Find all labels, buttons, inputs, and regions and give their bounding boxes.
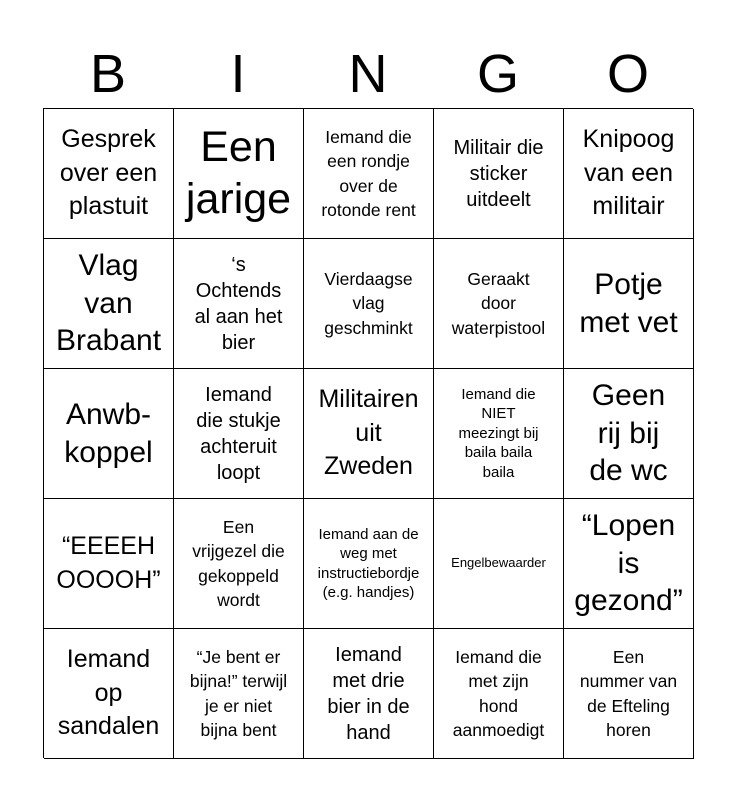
cell-text: Vlag van Brabant <box>55 249 162 358</box>
bingo-cell-r4-c5[interactable] <box>564 499 694 629</box>
cell-text: Anwb- koppel <box>64 398 153 469</box>
cell-text: Iemand die met zijn hond aanmoedigt <box>452 646 545 740</box>
cell-text: ‘s Ochtends al aan het bier <box>194 253 283 354</box>
cell-text: Een vrijgezel die gekoppeld wordt <box>192 516 285 610</box>
header-letter-o: O <box>606 44 649 104</box>
cell-text: Iemand aan de weg met instructiebordje (e.g. handjes) <box>317 525 420 601</box>
bingo-cell-r5-c5[interactable] <box>564 629 694 759</box>
cell-text: “Lopen is gezond” <box>574 509 683 618</box>
cell-text: “Je bent er bijna!” terwijl je er niet bijna bent <box>189 646 288 740</box>
bingo-cell-r2-c4[interactable] <box>434 239 564 369</box>
bingo-cell-r2-c5[interactable] <box>564 239 694 369</box>
cell-text: Knipoog van een militair <box>582 124 675 221</box>
bingo-board <box>43 108 693 758</box>
bingo-cell-r1-c5[interactable] <box>564 109 694 239</box>
header-letter-i: I <box>230 44 246 104</box>
cell-text: Potje met vet <box>579 268 678 339</box>
bingo-cell-r3-c5[interactable] <box>564 369 694 499</box>
bingo-cell-r4-c4[interactable] <box>434 499 564 629</box>
header-letter-g: G <box>476 44 519 104</box>
bingo-cell-r1-c2[interactable] <box>174 109 304 239</box>
cell-text: Iemand die stukje achteruit loopt <box>196 383 281 484</box>
bingo-cell-r4-c3[interactable] <box>304 499 434 629</box>
bingo-cell-r1-c1[interactable] <box>44 109 174 239</box>
cell-text: Militairen uit Zweden <box>318 384 419 481</box>
bingo-cell-r3-c2[interactable] <box>174 369 304 499</box>
cell-text: Vierdaagse vlag geschminkt <box>324 268 413 338</box>
bingo-cell-r5-c1[interactable] <box>44 629 174 759</box>
bingo-cell-r2-c3[interactable] <box>304 239 434 369</box>
bingo-cell-r5-c3[interactable] <box>304 629 434 759</box>
bingo-cell-r5-c2[interactable] <box>174 629 304 759</box>
bingo-cell-r2-c1[interactable] <box>44 239 174 369</box>
bingo-cell-r3-c3[interactable] <box>304 369 434 499</box>
cell-text: Gesprek over een plastuit <box>59 124 158 221</box>
cell-text: Geen rij bij de wc <box>589 379 668 488</box>
cell-text: Iemand met drie bier in de hand <box>327 643 410 744</box>
bingo-cell-r1-c3[interactable] <box>304 109 434 239</box>
bingo-cell-r4-c1[interactable] <box>44 499 174 629</box>
cell-text: “EEEEH OOOOH” <box>56 531 161 594</box>
cell-text: Engelbewaarder <box>451 555 546 571</box>
cell-text: Militair die sticker uitdeelt <box>453 136 544 211</box>
cell-text: Iemand die een rondje over de rotonde rent <box>321 126 416 220</box>
bingo-cell-r4-c2[interactable] <box>174 499 304 629</box>
cell-text: Iemand die NIET meezingt bij baila baila baila <box>458 385 539 481</box>
bingo-header <box>43 40 693 108</box>
cell-text: Iemand op sandalen <box>57 644 160 741</box>
bingo-cell-r2-c2[interactable] <box>174 239 304 369</box>
cell-text: Geraakt door waterpistool <box>451 268 546 338</box>
header-letter-b: B <box>89 44 127 104</box>
cell-text: Een nummer van de Efteling horen <box>579 646 678 740</box>
bingo-cell-r5-c4[interactable] <box>434 629 564 759</box>
header-letter-n: N <box>348 44 388 104</box>
bingo-cell-r1-c4[interactable] <box>434 109 564 239</box>
bingo-cell-r3-c1[interactable] <box>44 369 174 499</box>
bingo-cell-r3-c4[interactable] <box>434 369 564 499</box>
cell-text: Een jarige <box>185 122 292 223</box>
